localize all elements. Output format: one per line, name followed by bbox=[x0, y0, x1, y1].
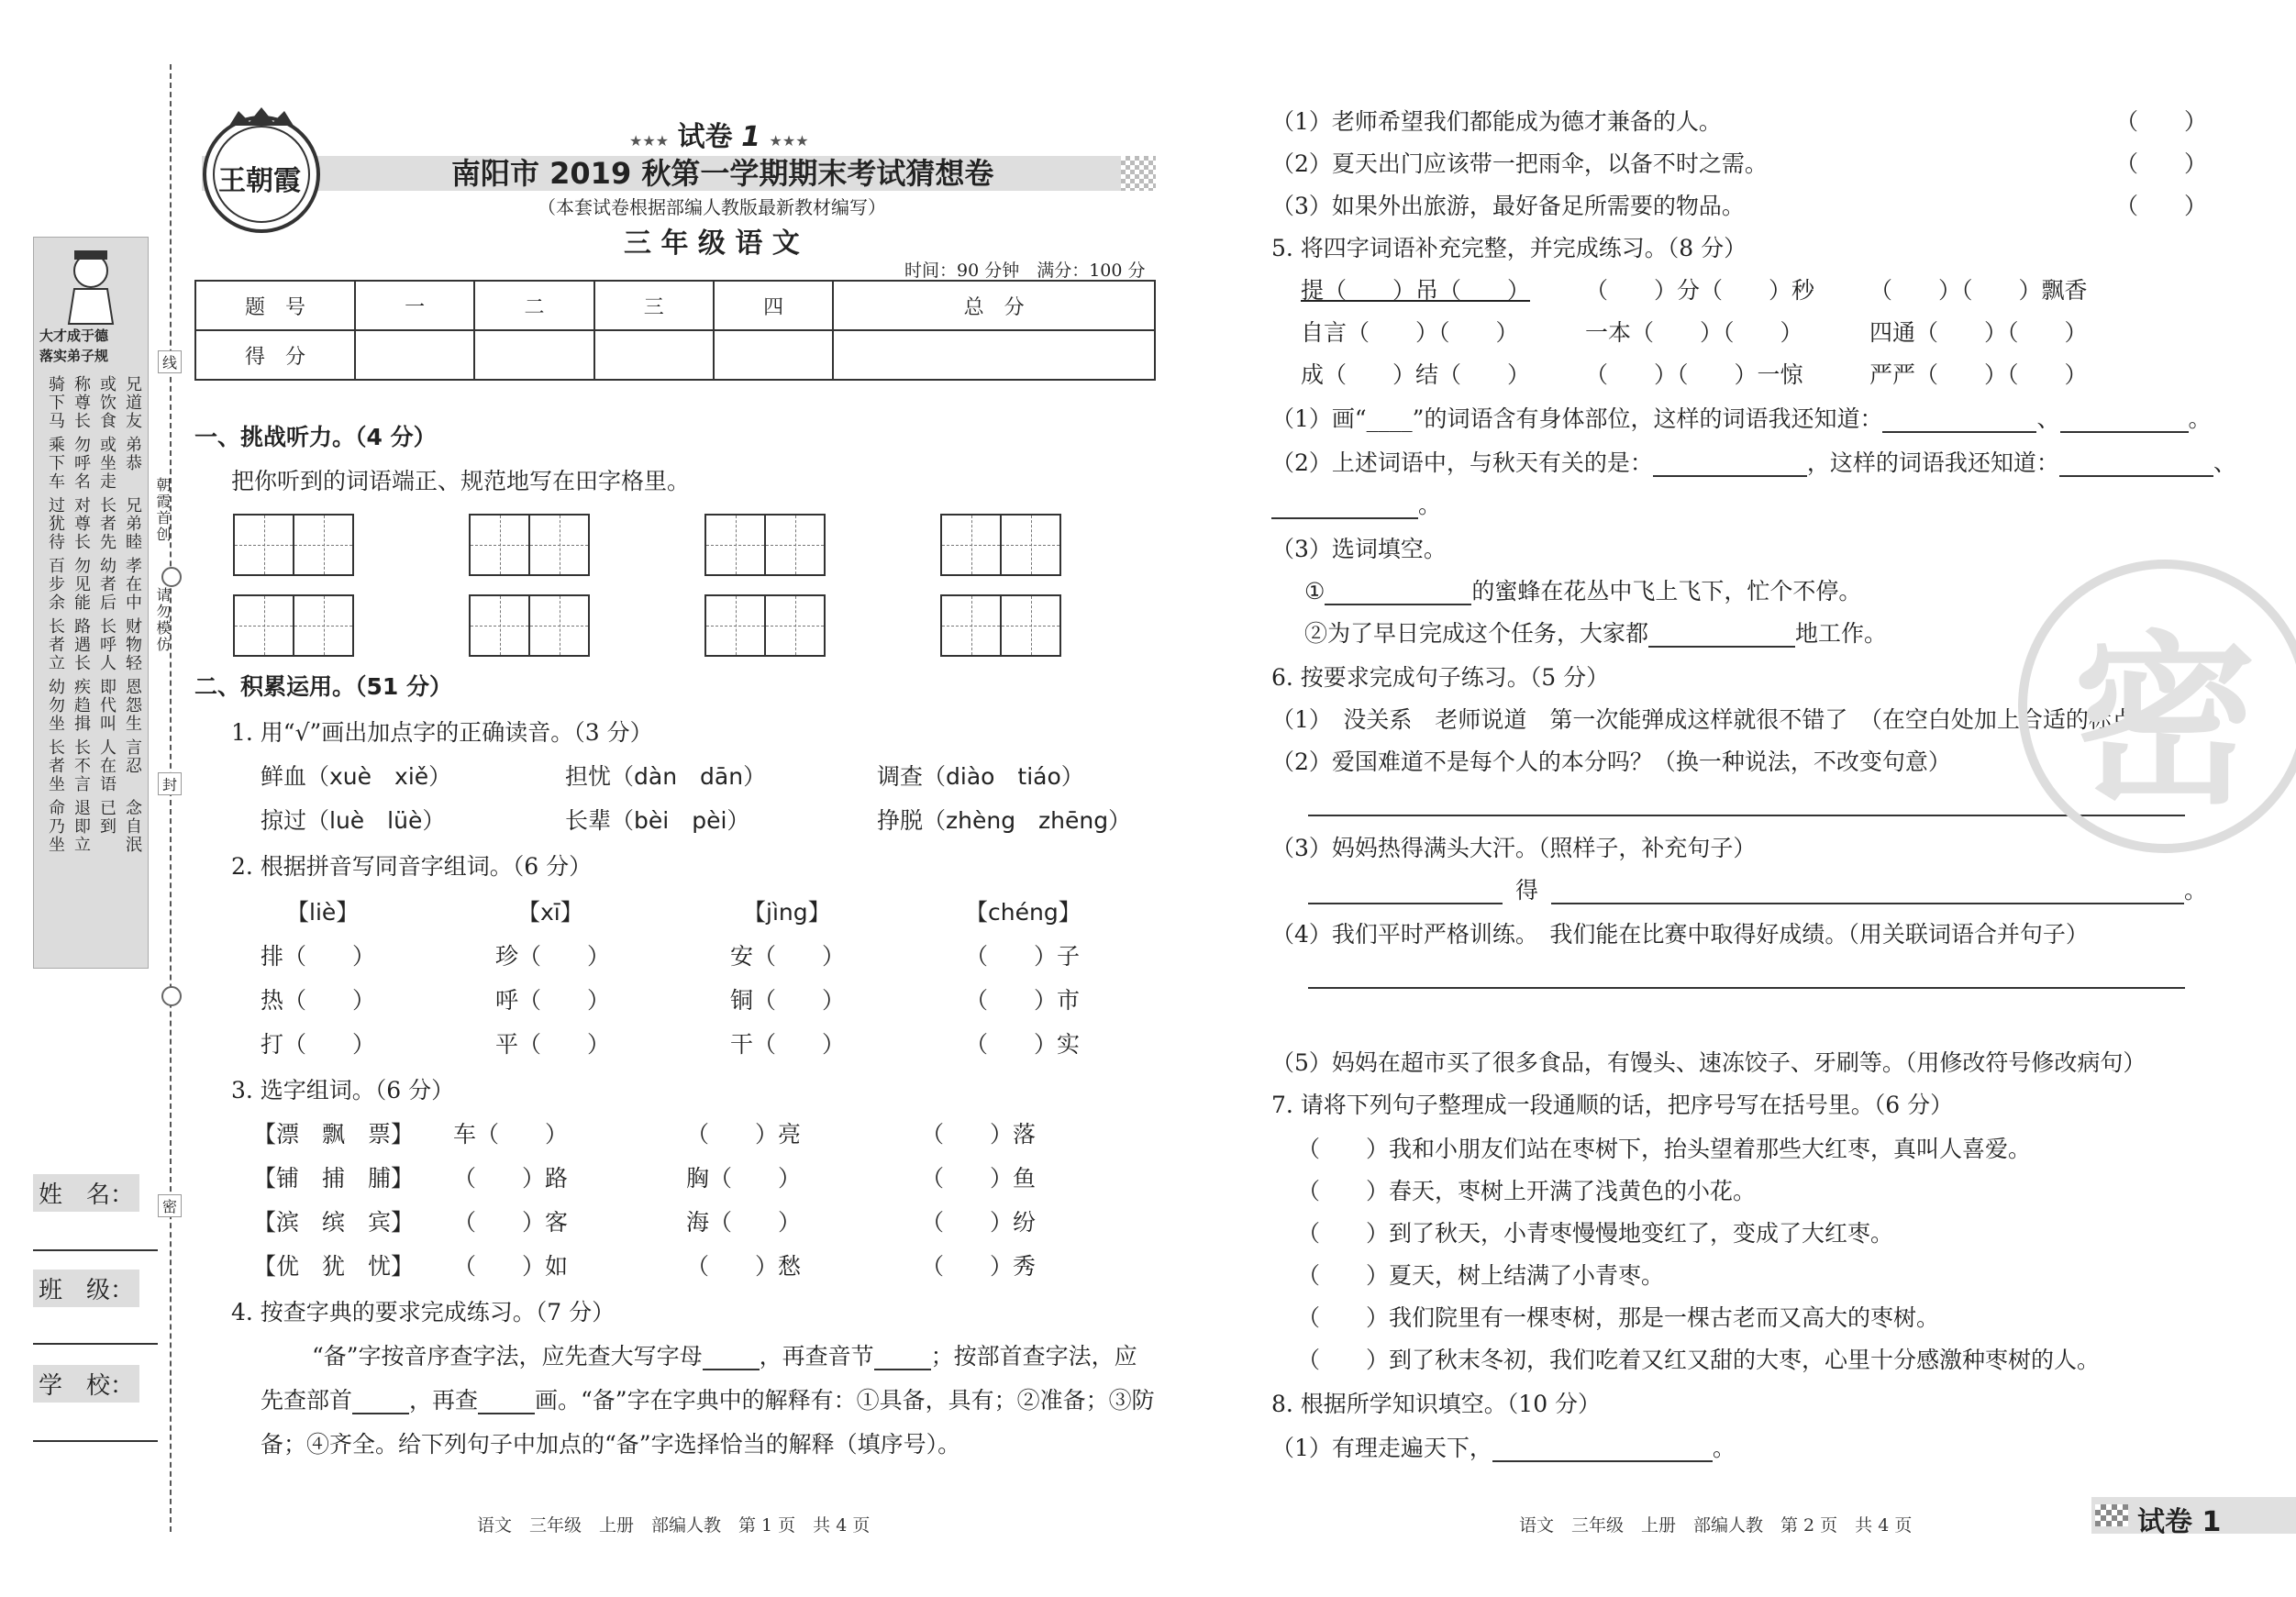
q3-chars: 【漂 飘 票】 bbox=[253, 1121, 415, 1148]
q5-text: 。 bbox=[1418, 492, 1442, 518]
q6-title: 6. 按要求完成句子练习。（5 分） bbox=[1271, 664, 1610, 691]
q2-cell[interactable]: 热（ ） bbox=[261, 987, 376, 1014]
logo-text: 王朝霞 bbox=[218, 165, 301, 197]
rule-text: 路遇长 bbox=[72, 617, 91, 672]
q1-item[interactable]: 鲜血（xuè xiě） bbox=[261, 763, 452, 790]
motto-panel bbox=[33, 237, 149, 969]
stars-left: ★★★ bbox=[629, 132, 670, 150]
q3-cell[interactable]: （ ）路 bbox=[453, 1165, 569, 1192]
q7-item[interactable]: （ ）春天，枣树上开满了浅黄色的小花。 bbox=[1297, 1178, 1757, 1204]
score-value-row bbox=[195, 330, 1155, 380]
q3-cell[interactable]: （ ）落 bbox=[921, 1121, 1037, 1148]
q6-blank[interactable] bbox=[1308, 903, 1503, 904]
q5-cell[interactable]: 成（ ）结（ ） bbox=[1301, 361, 1531, 388]
q3-cell[interactable]: （ ）亮 bbox=[686, 1121, 802, 1148]
q5-blank[interactable] bbox=[1653, 475, 1807, 477]
score-header: 三 bbox=[594, 281, 714, 330]
name-field[interactable] bbox=[33, 1249, 158, 1251]
rule-text: 孝在中 bbox=[123, 557, 142, 612]
score-header: 题 号 bbox=[195, 281, 355, 330]
q3-cell[interactable]: （ ）鱼 bbox=[921, 1165, 1037, 1192]
q4-text: ，再查 bbox=[409, 1387, 479, 1414]
rule-text: 长不言 bbox=[72, 738, 91, 793]
tianzige-box[interactable] bbox=[469, 594, 590, 657]
q2-cell[interactable]: 平（ ） bbox=[495, 1031, 611, 1058]
rule-text: 长者立 bbox=[46, 617, 65, 672]
section1-instruction: 把你听到的词语端正、规范地写在田字格里。 bbox=[231, 468, 691, 494]
q5-text: ① bbox=[1304, 578, 1325, 604]
q3-chars: 【铺 捕 脯】 bbox=[253, 1165, 415, 1192]
q3-cell[interactable]: 海（ ） bbox=[686, 1209, 802, 1236]
q5-sub2 bbox=[1271, 449, 2236, 477]
class-field[interactable] bbox=[33, 1343, 158, 1345]
section1-title: 一、挑战听力。（4 分） bbox=[194, 424, 437, 450]
q2-cell[interactable]: 打（ ） bbox=[261, 1031, 376, 1058]
q3-cell[interactable]: （ ）愁 bbox=[686, 1253, 802, 1280]
rule-text: 弟恭 bbox=[123, 436, 142, 472]
rule-text: 过犹待 bbox=[46, 496, 65, 551]
q4-answer-paren[interactable]: （ ） bbox=[2115, 193, 2208, 219]
tianzige-box[interactable] bbox=[940, 594, 1061, 657]
q6-sub2: （2）爱国难道不是每个人的本分吗？（换一种说法，不改变句意） bbox=[1271, 749, 1951, 775]
q6-sub1: （1） 没关系 老师说道 第一次能弹成这样就很不错了 （在空白处加上合适的标点） bbox=[1271, 706, 2157, 733]
rule-text: 勿呼名 bbox=[72, 436, 91, 491]
rule-text: 称尊长 bbox=[72, 375, 91, 430]
q5-text: （1）画“____”的词语含有身体部位，这样的词语我还知道： bbox=[1271, 405, 1883, 432]
q5-blank[interactable] bbox=[1648, 646, 1795, 648]
q6-sub5: （5）妈妈在超市买了很多食品，有馒头、速冻饺子、牙刷等。（用修改符号修改病句） bbox=[1271, 1049, 2146, 1076]
q5-text: （2）上述词语中，与秋天有关的是： bbox=[1271, 449, 1653, 476]
q6-blank[interactable] bbox=[1551, 903, 2184, 904]
q5-cell[interactable]: （ ）（ ）一惊 bbox=[1585, 361, 1803, 388]
score-row-label: 得 分 bbox=[195, 330, 355, 380]
q6-sub3-fill bbox=[1308, 877, 2207, 904]
q5-sub3: （3）选词填空。 bbox=[1271, 536, 1447, 562]
q1-title: 1. 用“√”画出加点字的正确读音。（3 分） bbox=[231, 719, 653, 746]
banner-checker-icon bbox=[1121, 156, 1156, 191]
q5-cell[interactable]: 严严（ ）（ ） bbox=[1869, 361, 2088, 388]
rule-text: 幼者后 bbox=[97, 557, 116, 612]
score-cell[interactable] bbox=[474, 330, 593, 380]
q6-text: 。 bbox=[2184, 877, 2208, 904]
q2-pinyin: 【liè】 bbox=[286, 899, 360, 926]
q6-answer-line[interactable] bbox=[1308, 815, 2185, 816]
rule-text: 幼勿坐 bbox=[46, 678, 65, 733]
rule-text: 骑下马 bbox=[46, 375, 65, 430]
rule-text: 即代叫 bbox=[97, 678, 116, 733]
rule-text: 言忍 bbox=[123, 738, 142, 775]
q5-cell[interactable]: 提（ ）吊（ ） bbox=[1301, 277, 1531, 304]
rule-text: 命乃坐 bbox=[46, 799, 65, 854]
q8-sub1 bbox=[1271, 1435, 1736, 1462]
q5-sub1 bbox=[1271, 405, 2212, 433]
score-cell[interactable] bbox=[714, 330, 833, 380]
q3-cell[interactable]: （ ）如 bbox=[453, 1253, 569, 1280]
q5-blank[interactable] bbox=[1325, 604, 1471, 605]
score-header: 一 bbox=[355, 281, 474, 330]
q4-text: ；按部首查字法，应 bbox=[930, 1343, 1137, 1370]
rule-text: 人在语 bbox=[97, 738, 116, 793]
q2-title: 2. 根据拼音写同音字组词。（6 分） bbox=[231, 853, 593, 880]
q7-item[interactable]: （ ）我和小朋友们站在枣树下，抬头望着那些大红枣，真叫人喜爱。 bbox=[1297, 1136, 2032, 1162]
score-header: 四 bbox=[714, 281, 833, 330]
q2-pinyin: 【jìng】 bbox=[743, 899, 831, 926]
q5-sub3-item2 bbox=[1304, 620, 1887, 648]
q5-blank[interactable] bbox=[2059, 475, 2213, 477]
q6-answer-line[interactable] bbox=[1308, 987, 2185, 989]
q2-cell[interactable]: 呼（ ） bbox=[495, 987, 611, 1014]
binding-label-mi: 密 bbox=[158, 1194, 182, 1217]
tianzige-box[interactable] bbox=[940, 514, 1061, 576]
q4-text: ，再查音节 bbox=[759, 1343, 874, 1370]
q1-item[interactable]: 掠过（luè lüè） bbox=[261, 807, 446, 834]
q8-blank[interactable] bbox=[1492, 1460, 1713, 1462]
motto-line: 落实弟子规 bbox=[39, 348, 109, 364]
q5-sub3-item1 bbox=[1304, 578, 1861, 605]
footer-checker-icon bbox=[2095, 1504, 2128, 1526]
q2-cell[interactable]: （ ）子 bbox=[965, 943, 1081, 970]
school-field[interactable] bbox=[33, 1440, 158, 1442]
rule-text: 念自泯 bbox=[123, 799, 142, 854]
q4-paragraph-line2 bbox=[261, 1387, 1155, 1414]
q5-text: ，这样的词语我还知道： bbox=[1806, 449, 2059, 476]
binding-label-xian: 线 bbox=[158, 350, 182, 373]
binding-label-qingwu: 请勿模仿 bbox=[154, 587, 172, 653]
q6-sub3: （3）妈妈热得满头大汗。（照样子，补充句子） bbox=[1271, 835, 1757, 861]
score-header: 总 分 bbox=[833, 281, 1155, 330]
q5-text: ②为了早日完成这个任务，大家都 bbox=[1304, 620, 1649, 647]
q1-item[interactable]: 担忧（dàn dān） bbox=[565, 763, 767, 790]
q7-item[interactable]: （ ）夏天，树上结满了小青枣。 bbox=[1297, 1262, 1665, 1289]
q4-paragraph-line1 bbox=[312, 1343, 1137, 1370]
exam-number: 1 bbox=[741, 121, 760, 153]
q4-text: 先查部首 bbox=[261, 1387, 353, 1414]
q1-item[interactable]: 挣脱（zhèng zhēng） bbox=[877, 807, 1132, 834]
q3-cell[interactable]: （ ）客 bbox=[453, 1209, 569, 1236]
q4-blank[interactable] bbox=[352, 1413, 409, 1414]
score-cell[interactable] bbox=[833, 330, 1155, 380]
rule-text: 长者坐 bbox=[46, 738, 65, 793]
q5-cell[interactable]: （ ）（ ）飘香 bbox=[1869, 277, 2088, 304]
rule-text: 疾趋揖 bbox=[72, 678, 91, 733]
q5-text: 、 bbox=[2036, 405, 2060, 432]
q5-cell[interactable]: （ ）分（ ）秒 bbox=[1585, 277, 1815, 304]
rule-text: 恩怨生 bbox=[123, 678, 142, 733]
tianzige-box[interactable] bbox=[233, 514, 354, 576]
exam-tag bbox=[629, 114, 809, 154]
q5-text: 的蜜蜂在花丛中飞上飞下，忙个不停。 bbox=[1471, 578, 1862, 604]
q7-title: 7. 请将下列句子整理成一段通顺的话，把序号写在括号里。（6 分） bbox=[1271, 1092, 1954, 1118]
q4-answer-paren[interactable]: （ ） bbox=[2115, 150, 2208, 177]
q6-sub4: （4）我们平时严格训练。 我们能在比赛中取得好成绩。（用关联词语合并句子） bbox=[1271, 921, 2089, 948]
binding-circle-icon bbox=[161, 567, 182, 587]
exam-label: 试卷 bbox=[677, 121, 733, 153]
q5-cell[interactable]: 一本（ ）（ ） bbox=[1585, 319, 1803, 346]
q1-item[interactable]: 长辈（bèi pèi） bbox=[565, 807, 750, 834]
main-title: 南阳市 2019 秋第一学期期末考试猜想卷 bbox=[451, 156, 994, 191]
binding-circle-icon bbox=[161, 986, 182, 1006]
subtitle: （本套试卷根据部编人教版最新教材编写） bbox=[538, 196, 886, 218]
q3-cell[interactable]: 胸（ ） bbox=[686, 1165, 802, 1192]
q4-answer-paren[interactable]: （ ） bbox=[2115, 108, 2208, 135]
score-header-row bbox=[195, 281, 1155, 330]
q3-cell[interactable]: （ ）秀 bbox=[921, 1253, 1037, 1280]
binding-label-zhaoxia: 朝霞首创 bbox=[154, 477, 172, 543]
score-cell[interactable] bbox=[594, 330, 714, 380]
footer-left: 语文 三年级 上册 部编人教 第 1 页 共 4 页 bbox=[477, 1515, 871, 1536]
q2-cell[interactable]: 安（ ） bbox=[730, 943, 846, 970]
q4-sentence: （1）老师希望我们都能成为德才兼备的人。 bbox=[1271, 108, 1722, 135]
q2-cell[interactable]: （ ）市 bbox=[965, 987, 1081, 1014]
q6-text: 得 bbox=[1515, 877, 1539, 904]
tianzige-box[interactable] bbox=[704, 594, 826, 657]
q5-text: 地工作。 bbox=[1795, 620, 1888, 647]
q8-text: （1）有理走遍天下， bbox=[1271, 1435, 1492, 1461]
q5-blank[interactable] bbox=[1271, 517, 1418, 519]
q5-cell[interactable]: 自言（ ）（ ） bbox=[1301, 319, 1519, 346]
motto-line: 大才成于德 bbox=[39, 327, 109, 344]
q3-chars: 【优 犹 忧】 bbox=[253, 1253, 415, 1280]
rule-text: 兄弟睦 bbox=[123, 496, 142, 551]
tianzige-box[interactable] bbox=[469, 514, 590, 576]
q3-cell[interactable]: （ ）纷 bbox=[921, 1209, 1037, 1236]
rule-text: 长呼人 bbox=[97, 617, 116, 672]
stars-right: ★★★ bbox=[769, 132, 809, 150]
q4-title: 4. 按查字典的要求完成练习。（7 分） bbox=[231, 1299, 616, 1325]
q2-pinyin: 【chéng】 bbox=[965, 899, 1081, 926]
q1-item[interactable]: 调查（diào tiáo） bbox=[877, 763, 1084, 790]
q7-item[interactable]: （ ）到了秋末冬初，我们吃着又红又甜的大枣，心里十分感激种枣树的人。 bbox=[1297, 1347, 2101, 1373]
q7-item[interactable]: （ ）我们院里有一棵枣树，那是一棵古老而又高大的枣树。 bbox=[1297, 1304, 1940, 1331]
q2-cell[interactable]: 排（ ） bbox=[261, 943, 376, 970]
rule-text: 百步余 bbox=[46, 557, 65, 612]
q3-chars: 【滨 缤 宾】 bbox=[253, 1209, 415, 1236]
rule-text: 已到 bbox=[97, 799, 116, 836]
class-label: 班 级： bbox=[33, 1270, 139, 1307]
rule-text: 财物轻 bbox=[123, 617, 142, 672]
rule-text: 对尊长 bbox=[72, 496, 91, 551]
grade-subject: 三 年 级 语 文 bbox=[624, 227, 800, 260]
q8-title: 8. 根据所学知识填空。（10 分） bbox=[1271, 1391, 1602, 1417]
q5-cell[interactable]: 四通（ ）（ ） bbox=[1869, 319, 2088, 346]
q2-cell[interactable]: 干（ ） bbox=[730, 1031, 846, 1058]
q5-blank[interactable] bbox=[2060, 431, 2189, 433]
rule-text: 乘下车 bbox=[46, 436, 65, 491]
q4-sentence: （2）夏天出门应该带一把雨伞，以备不时之需。 bbox=[1271, 150, 1768, 177]
q4-text: “备”字按音序查字法，应先查大写字母 bbox=[312, 1343, 703, 1370]
rules-grid bbox=[39, 375, 142, 854]
rule-text: 长者先 bbox=[97, 496, 116, 551]
q4-blank[interactable] bbox=[478, 1413, 535, 1414]
q5-blank[interactable] bbox=[1882, 431, 2036, 433]
q7-item[interactable]: （ ）到了秋天，小青枣慢慢地变红了，变成了大红枣。 bbox=[1297, 1220, 1894, 1247]
rule-text: 退即立 bbox=[72, 799, 91, 854]
score-table bbox=[194, 280, 1156, 381]
rule-text: 兄道友 bbox=[123, 375, 142, 430]
school-label: 学 校： bbox=[33, 1365, 139, 1403]
q4-blank[interactable] bbox=[703, 1369, 760, 1370]
rule-text: 或坐走 bbox=[97, 436, 116, 491]
q2-cell[interactable]: 铜（ ） bbox=[730, 987, 846, 1014]
secret-stamp-icon bbox=[2018, 560, 2296, 853]
q8-text: 。 bbox=[1712, 1435, 1736, 1461]
name-label: 姓 名： bbox=[33, 1174, 139, 1212]
q2-cell[interactable]: 珍（ ） bbox=[495, 943, 611, 970]
stamp-text: 密 bbox=[2072, 613, 2257, 829]
rule-text: 或饮食 bbox=[97, 375, 116, 430]
q2-cell[interactable]: （ ）实 bbox=[965, 1031, 1081, 1058]
rule-text: 勿见能 bbox=[72, 557, 91, 612]
q5-text: 。 bbox=[2188, 405, 2212, 432]
q4-sentence: （3）如果外出旅游，最好备足所需要的物品。 bbox=[1271, 193, 1745, 219]
q5-sub2-cont bbox=[1271, 492, 1441, 519]
binding-label-feng: 封 bbox=[158, 772, 182, 795]
footer-right: 语文 三年级 上册 部编人教 第 2 页 共 4 页 bbox=[1519, 1515, 1913, 1536]
q5-title: 5. 将四字词语补充完整，并完成练习。（8 分） bbox=[1271, 235, 1747, 261]
q4-paragraph-line3: 备；④齐全。给下列句子中加点的“备”字选择恰当的解释（填序号）。 bbox=[261, 1431, 961, 1458]
time-info: 时间：90 分钟 满分：100 分 bbox=[904, 261, 1146, 281]
tianzige-box[interactable] bbox=[233, 594, 354, 657]
q3-title: 3. 选字组词。（6 分） bbox=[231, 1077, 455, 1103]
score-cell[interactable] bbox=[355, 330, 474, 380]
tianzige-box[interactable] bbox=[704, 514, 826, 576]
q5-text: 、 bbox=[2213, 449, 2236, 476]
scholar-figure-icon bbox=[54, 243, 128, 326]
score-header: 二 bbox=[474, 281, 593, 330]
q4-blank[interactable] bbox=[874, 1369, 931, 1370]
q4-text: 画。“备”字在字典中的解释有：①具备，具有；②准备；③防 bbox=[535, 1387, 1155, 1414]
section2-title: 二、积累运用。（51 分） bbox=[194, 673, 452, 700]
q3-cell[interactable]: 车（ ） bbox=[453, 1121, 569, 1148]
binding-dashed-line bbox=[170, 64, 172, 1532]
q2-pinyin: 【xī】 bbox=[517, 899, 583, 926]
footer-tag: 试卷 1 bbox=[2137, 1506, 2222, 1538]
